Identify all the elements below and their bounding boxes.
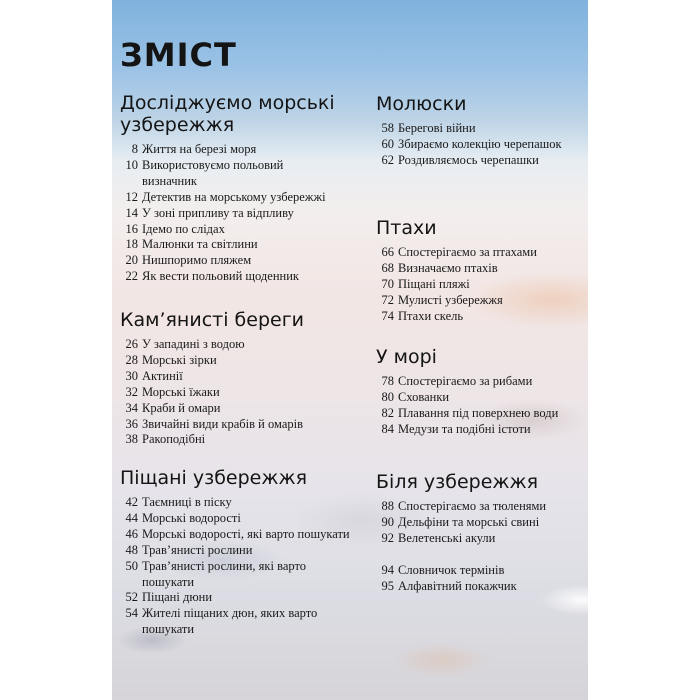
- toc-entry[interactable]: [376, 579, 588, 595]
- toc-entry[interactable]: [120, 559, 350, 591]
- entry-title: Використовуємо польовий визначник: [142, 157, 284, 188]
- section-sea-shores: [120, 92, 340, 285]
- toc-entry[interactable]: [120, 269, 340, 285]
- section-sandy-shores: [120, 467, 350, 638]
- entry-title: Спостерігаємо за птахами: [398, 245, 537, 259]
- toc-entry[interactable]: [376, 531, 588, 547]
- page-number: 82: [381, 405, 394, 420]
- page-number: 78: [381, 374, 394, 388]
- toc-entry[interactable]: [376, 390, 588, 406]
- section-birds: [376, 217, 588, 325]
- section-heading: Піщані узбережжя: [120, 467, 308, 489]
- toc-entry[interactable]: [120, 237, 340, 253]
- entry-title: Трав’янисті рослини, які варто пошукати: [142, 558, 307, 589]
- toc-entry[interactable]: [120, 401, 350, 417]
- entry-title: Птахи скель: [398, 308, 464, 323]
- page-number: 72: [381, 292, 394, 307]
- toc-entry[interactable]: [376, 515, 588, 531]
- contents-page: [112, 0, 588, 700]
- page-number: 84: [381, 421, 394, 436]
- toc-entry[interactable]: [376, 261, 588, 277]
- page-number: 48: [125, 542, 138, 557]
- section-heading: Досліджуємо морські узбережжя: [120, 92, 335, 136]
- entry-title: Словничок термінів: [398, 563, 505, 577]
- toc-entry[interactable]: [120, 158, 340, 190]
- section-near-shore: [376, 471, 588, 547]
- page-number: 66: [381, 245, 394, 259]
- page-number: 38: [125, 432, 138, 447]
- page-number: 16: [125, 221, 138, 236]
- page-number: 92: [381, 530, 394, 545]
- section-heading: Біля узбережжя: [376, 471, 539, 493]
- page-number: 18: [125, 237, 138, 252]
- page-number: 26: [125, 337, 138, 351]
- toc-entry[interactable]: [120, 190, 340, 206]
- toc-entry[interactable]: [120, 417, 350, 433]
- page-number: 54: [125, 606, 138, 621]
- entry-title: Збираємо колекцію черепашок: [398, 136, 562, 151]
- section-heading: Птахи: [376, 217, 437, 239]
- entry-title: Визначаємо птахів: [398, 260, 498, 275]
- entry-title: Морські їжаки: [142, 384, 220, 399]
- section-heading: Кам’янисті береги: [120, 309, 305, 331]
- toc-entry[interactable]: [376, 499, 588, 515]
- entry-title: Медузи та подібні істоти: [398, 421, 531, 436]
- page-number: 42: [125, 495, 138, 509]
- toc-entry[interactable]: [120, 543, 350, 559]
- entry-title: Краби й омари: [142, 400, 221, 415]
- page-title: ЗМІСТ: [120, 36, 237, 74]
- entry-title: Алфавітний покажчик: [398, 578, 517, 593]
- page-number: 14: [125, 205, 138, 220]
- entry-title: Піщані пляжі: [398, 276, 470, 291]
- entry-title: Плавання під поверхнею води: [398, 405, 559, 420]
- entry-title: Трав’янисті рослини: [142, 542, 253, 557]
- entry-title: Мулисті узбережжя: [398, 292, 503, 307]
- entry-title: Таємниці в піску: [142, 495, 232, 509]
- entry-title: Велетенські акули: [398, 530, 496, 545]
- entry-title: Звичайні види крабів й омарів: [142, 416, 303, 431]
- entry-title: Детектив на морському узбережжі: [142, 189, 326, 204]
- page-number: 52: [125, 590, 138, 605]
- entry-title: Схованки: [398, 389, 450, 404]
- page-number: 88: [381, 499, 394, 513]
- entry-title: Життя на березі моря: [142, 142, 257, 156]
- page-number: 32: [125, 384, 138, 399]
- entry-title: Спостерігаємо за тюленями: [398, 499, 547, 513]
- page-number: 34: [125, 400, 138, 415]
- toc-entry[interactable]: [120, 222, 340, 238]
- entry-title: Морські водорості, які варто пошукати: [142, 526, 350, 541]
- toc-entry[interactable]: [376, 293, 588, 309]
- section-heading: Молюски: [376, 93, 467, 115]
- entry-title: Як вести польовий щоденник: [142, 269, 299, 284]
- toc-entry[interactable]: [376, 121, 588, 137]
- entry-title: Спостерігаємо за рибами: [398, 374, 533, 388]
- entry-title: У зоні припливу та відпливу: [142, 205, 294, 220]
- toc-entry[interactable]: [376, 309, 588, 325]
- section-at-sea: [376, 346, 588, 438]
- entry-title: Морські зірки: [142, 352, 217, 367]
- entry-title: Дельфіни та морські свині: [398, 514, 540, 529]
- entry-title: Піщані дюни: [142, 590, 213, 605]
- toc-entry[interactable]: [376, 277, 588, 293]
- entry-title: Жителі піщаних дюн, яких варто пошукати: [142, 606, 318, 637]
- page-number: 60: [381, 136, 394, 151]
- toc-entry[interactable]: [120, 511, 350, 527]
- page-number: 95: [381, 578, 394, 593]
- section-rocky-shores: [120, 309, 350, 448]
- toc-entry[interactable]: [376, 245, 588, 261]
- toc-entry[interactable]: [120, 432, 350, 448]
- toc-entry[interactable]: [376, 374, 588, 390]
- toc-entry[interactable]: [376, 422, 588, 438]
- page-number: 50: [125, 558, 138, 573]
- toc-entry[interactable]: [120, 527, 350, 543]
- page-number: 62: [381, 152, 394, 167]
- page-number: 12: [125, 189, 138, 204]
- page-number: 36: [125, 416, 138, 431]
- toc-entry[interactable]: [120, 206, 340, 222]
- toc-entry[interactable]: [120, 142, 340, 158]
- page-number: 68: [381, 260, 394, 275]
- page-number: 70: [381, 276, 394, 291]
- toc-entry[interactable]: [120, 385, 350, 401]
- section-molluscs: [376, 93, 588, 169]
- toc-entry[interactable]: [120, 353, 350, 369]
- entry-title: Ракоподібні: [142, 432, 206, 447]
- entry-title: Ідемо по слідах: [142, 221, 225, 236]
- page-number: 58: [381, 121, 394, 135]
- entry-title: У западині з водою: [142, 337, 245, 351]
- entry-title: Малюнки та світлини: [142, 237, 258, 252]
- entry-title: Нишпоримо пляжем: [142, 253, 252, 268]
- page-number: 90: [381, 514, 394, 529]
- page-number: 46: [125, 526, 138, 541]
- entry-title: Морські водорості: [142, 510, 241, 525]
- page-number: 20: [125, 253, 138, 268]
- toc-entry[interactable]: [376, 137, 588, 153]
- page-number: 10: [125, 157, 138, 172]
- toc-entry[interactable]: [120, 590, 350, 606]
- toc-entry[interactable]: [120, 253, 340, 269]
- entry-title: Актинії: [142, 368, 183, 383]
- page-number: 30: [125, 368, 138, 383]
- page-number: 22: [125, 269, 138, 284]
- page-number: 80: [381, 389, 394, 404]
- page-number: 44: [125, 510, 138, 525]
- entry-title: Берегові війни: [398, 121, 476, 135]
- toc-entry[interactable]: [120, 369, 350, 385]
- page-number: 28: [125, 352, 138, 367]
- toc-entry[interactable]: [376, 153, 588, 169]
- entry-title: Роздивляємось черепашки: [398, 152, 539, 167]
- page-number: 94: [381, 563, 394, 577]
- toc-entry[interactable]: [120, 606, 350, 638]
- page-number: 8: [131, 142, 138, 156]
- section-heading: У морі: [376, 346, 437, 368]
- back-matter: [376, 563, 588, 595]
- page-number: 74: [381, 308, 394, 323]
- toc-entry[interactable]: [376, 406, 588, 422]
- toc-entry[interactable]: [120, 495, 350, 511]
- toc-entry[interactable]: [376, 563, 588, 579]
- toc-entry[interactable]: [120, 337, 350, 353]
